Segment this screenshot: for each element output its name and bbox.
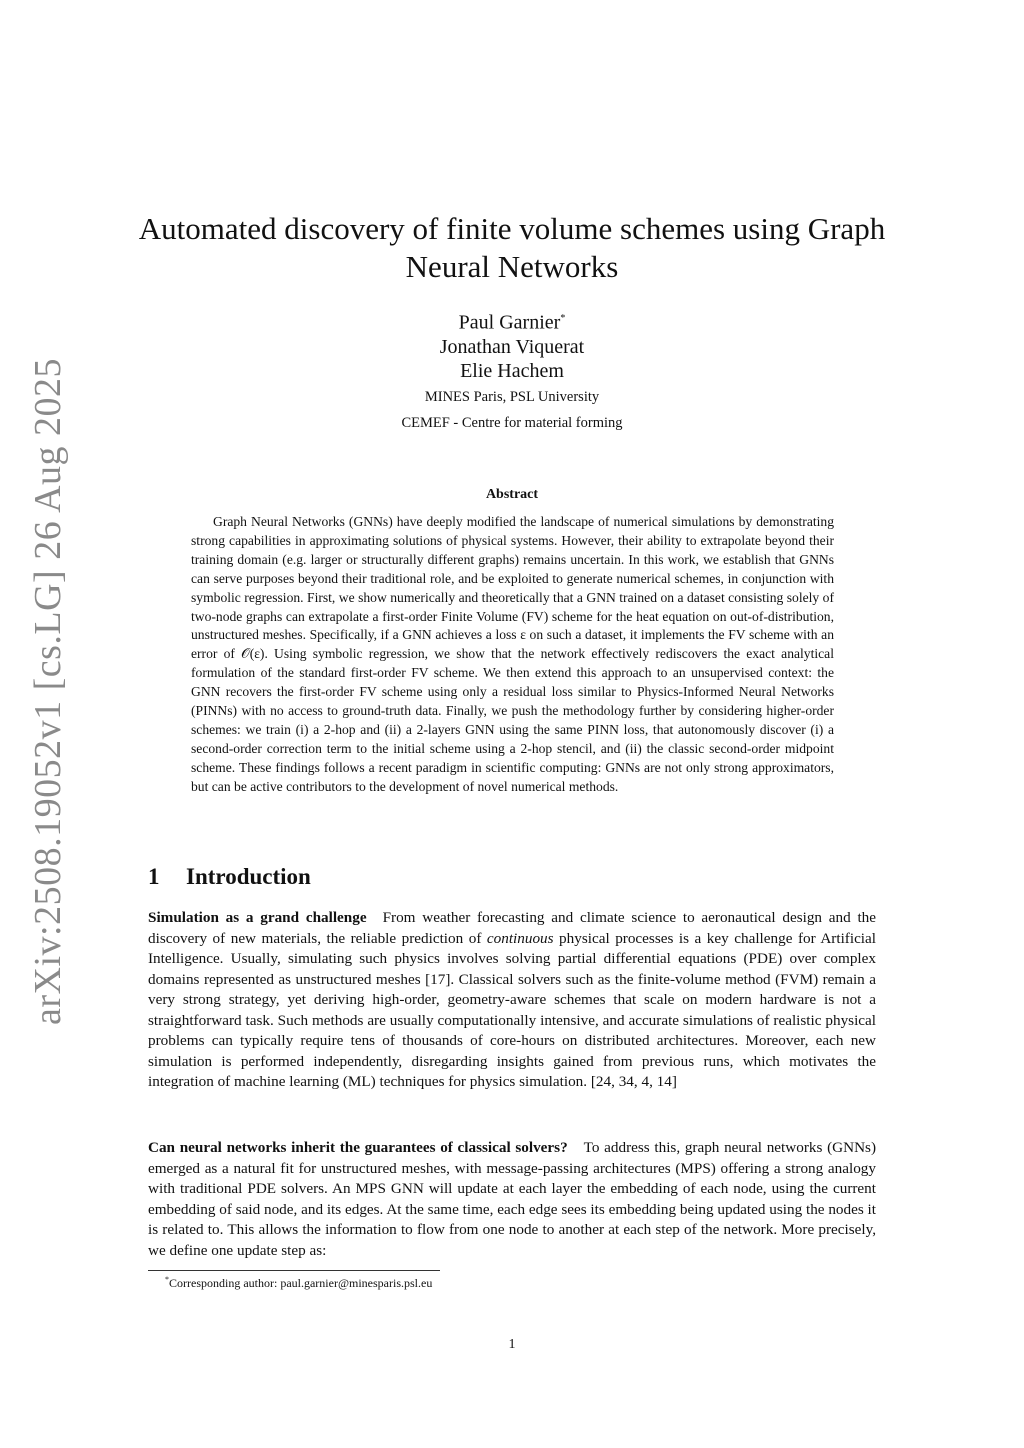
- body-paragraph: Simulation as a grand challenge From weather forecasting and climate science to aeronautical design and the discovery of new materials, the reliable prediction of continuous physical processes is a key challenge for Artificial Intelligence. Usually, simulating such physics involves solving partial differential equations (PDE) over complex domains represented as unstructured meshes [17]. Classical solvers such as the finite-volume method (FVM) remain a very strong strategy, yet deriving high-order, geometry-aware schemes that scale on modern hardware is not a straightforward task. Such methods are usually computationally intensive, and accurate simulations of realistic physical problems can typically require tens of thousands of core-hours on distributed architectures. Moreover, each new simulation is performed independently, disregarding insights gained from previous runs, which motivates the integration of machine learning (ML) techniques for physics simulation. [24, 34, 4, 14]: [148, 909, 877, 1090]
- paragraph-lead: Simulation as a grand challenge: [148, 909, 367, 926]
- arxiv-identifier: arXiv:2508.19052v1 [cs.LG] 26 Aug 2025: [27, 357, 69, 1025]
- abstract-heading: Abstract: [485, 487, 539, 502]
- body-paragraph: Can neural networks inherit the guarantees of classical solvers? To address this, graph neural networks (GNNs) emerged as a natural fit for unstructured meshes, with message-passing architectures (MPS) offering a strong analogy with traditional PDE solvers. An MPS GNN will update at each layer the embedding of each node, using the current embedding of said node, and its edges. At the same time, each edge sees its embedding being updated using the nodes it is related to. This allows the information to flow from one node to another at each step of the network. More precisely, we define one update step as:: [148, 1139, 877, 1259]
- emphasis: continuous: [486, 929, 554, 947]
- section-title: Introduction: [186, 864, 311, 889]
- footnote: *Corresponding author: paul.garnier@minesparis.psl.eu: [165, 1275, 433, 1290]
- affiliation: CEMEF - Centre for material forming: [401, 414, 623, 431]
- section-number: 1: [148, 864, 160, 889]
- author-name: Elie Hachem: [460, 359, 564, 382]
- footnote-marker: *: [560, 313, 566, 324]
- paragraph-lead: Can neural networks inherit the guarantees of classical solvers?: [148, 1139, 568, 1156]
- affiliation: MINES Paris, PSL University: [424, 388, 600, 405]
- page-number: 1: [508, 1337, 516, 1352]
- author-block: [262, 307, 762, 435]
- arxiv-sidebar: [27, 357, 69, 1025]
- abstract-text: Graph Neural Networks (GNNs) have deeply modified the landscape of numerical simulations by demonstrating strong capabilities in approximating solutions of physical systems. However, their ability to extrapolate beyond their training domain (e.g. larger or structurally different graphs) remains uncertain. In this work, we establish that GNNs can serve purposes beyond their traditional role, and be exploited to generate numerical schemes, in conjunction with symbolic regression. First, we show numerically and theoretically that a GNN trained on a dataset consisting solely of two-node graphs can extrapolate a first-order Finite Volume (FV) scheme for the heat equation on out-of-distribution, unstructured meshes. Specifically, if a GNN achieves a loss ε on such a dataset, it implements the FV scheme with an error of 𝒪(ε). Using symbolic regression, we show that the network effectively rediscovers the exact analytical formulation of the standard first-order FV scheme. We then extend this approach to an unsupervised context: the GNN recovers the first-order FV scheme using only a residual loss similar to Physics-Informed Neural Networks (PINNs) with no access to ground-truth data. Finally, we push the methodology further by considering higher-order schemes: we train (i) a 2-hop and (ii) a 2-layers GNN using the same PINN loss, that autonomously discover (i) a second-order correction term to the initial scheme using a 2-hop stencil, and (ii) the classic second-order midpoint scheme. These findings follows a recent paradigm in scientific computing: GNNs are not only strong approximators, but can be active contributors to the development of novel numerical methods.: [191, 514, 834, 794]
- author-name: Paul Garnier*: [458, 311, 566, 334]
- paper-title: Automated discovery of finite volume schemes using Graph Neural Networks: [138, 211, 886, 284]
- author-name: Jonathan Viquerat: [439, 335, 585, 358]
- footnote-rule: [148, 1270, 440, 1271]
- footnote-marker: *: [165, 1275, 169, 1284]
- section-heading: [148, 864, 311, 890]
